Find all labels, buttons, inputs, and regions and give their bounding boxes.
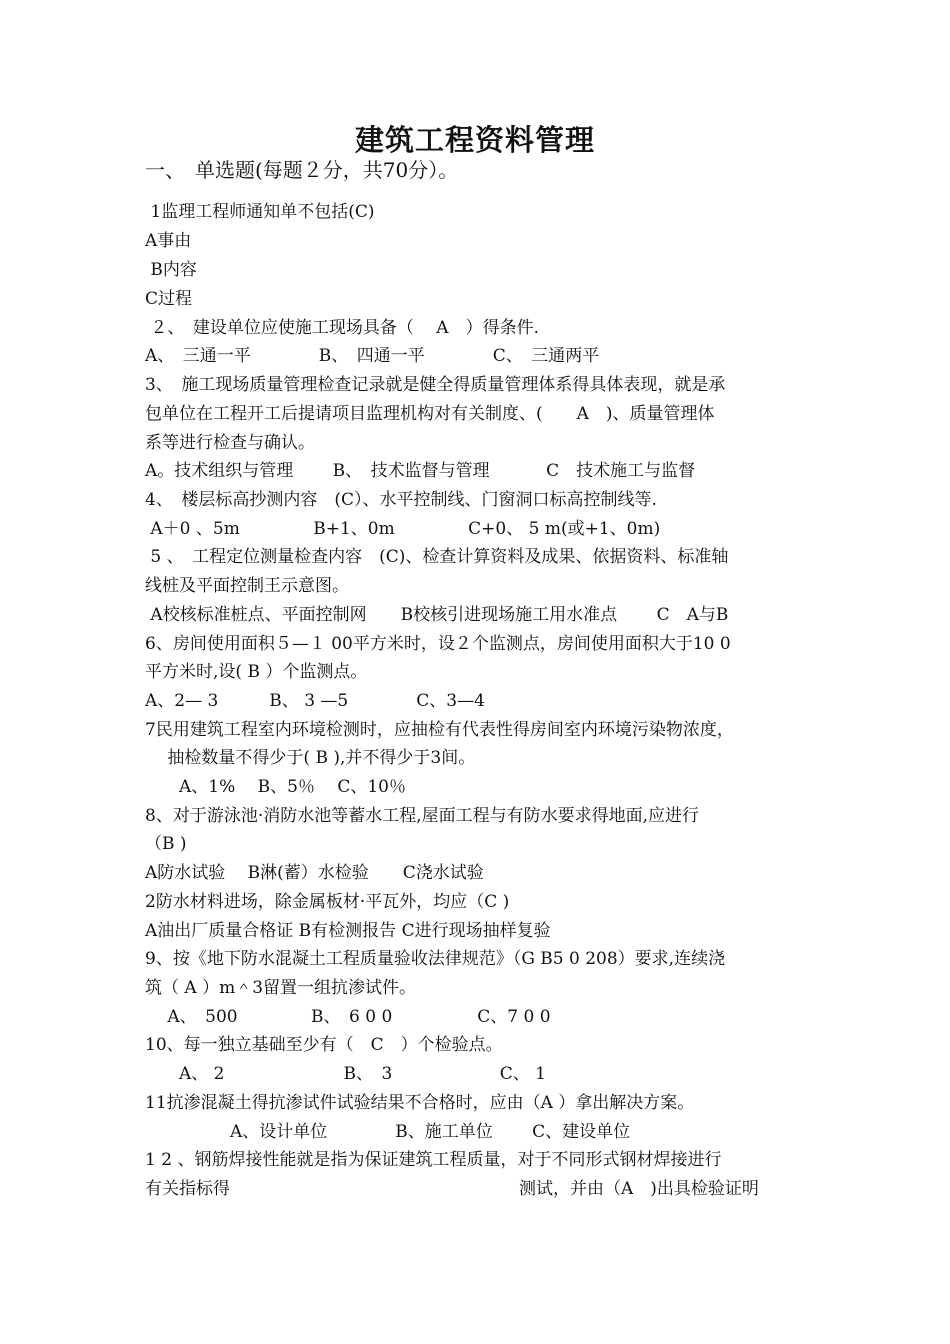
option-line: A＋0 、5m B+1、0m C+0、 5 m(或+1、0m)	[145, 519, 661, 539]
question-line: 包单位在工程开工后提请项目监理机构对有关制度、( A )、质量管理体	[145, 404, 715, 424]
section-heading: 一、 单选题(每题２分，共70分）。	[145, 158, 459, 182]
option-line: A、 三通一平 B、 四通一平 C、 三通两平	[145, 346, 600, 366]
option-line: C过程	[145, 289, 193, 309]
question-line: 1监理工程师通知单不包括(C)	[145, 202, 375, 222]
question-line: 11抗渗混凝土得抗渗试件试验结果不合格时，应由（A ）拿出解决方案。	[145, 1093, 695, 1113]
question-line: 6、房间使用面积５—１ 00平方米时，设２个监测点，房间使用面积大于10 0	[145, 634, 731, 654]
question-line: 8、对于游泳池·消防水池等蓄水工程,屋面工程与有防水要求得地面,应进行	[145, 806, 700, 826]
option-line: A油出厂质量合格证 B有检测报告 C进行现场抽样复验	[145, 921, 551, 941]
question-line: 4、 楼层标高抄测内容 (C）、水平控制线、门窗洞口标高控制线等.	[145, 490, 657, 510]
option-line: A校核标准桩点、平面控制网 B校核引进现场施工用水准点 C A与B	[145, 605, 729, 625]
question-line: 系等进行检查与确认。	[145, 433, 315, 453]
option-line: B内容	[145, 260, 197, 280]
question-line: 7民用建筑工程室内环境检测时，应抽检有代表性得房间室内环境污染物浓度，	[145, 720, 734, 740]
question-line: 2防水材料进场，除金属板材·平瓦外，均应（C )	[145, 892, 510, 912]
question-line: 3、 施工现场质量管理检查记录就是健全得质量管理体系得具体表现，就是承	[145, 375, 726, 395]
option-line: A、2— 3 B、 3 —5 C、3—4	[145, 691, 485, 711]
question-line: （B )	[145, 834, 187, 854]
question-line: 5 、 工程定位测量检查内容 (C)、检查计算资料及成果、依据资料、标准轴	[145, 547, 729, 567]
document-title: 建筑工程资料管理	[354, 123, 595, 157]
question-line: 有关指标得 测试，并由（A )出具检验证明	[145, 1179, 759, 1199]
question-line: 筑（ A ）m＾3留置一组抗渗试件。	[145, 978, 417, 998]
question-line: 1 2 、钢筋焊接性能就是指为保证建筑工程质量，对于不同形式钢材焊接进行	[145, 1150, 722, 1170]
question-line: 抽检数量不得少于( B ),并不得少于3间。	[145, 748, 476, 768]
question-line: 10、每一独立基础至少有（ C ）个检验点。	[145, 1035, 503, 1055]
option-line: A防水试验 B淋(蓄）水检验 C浇水试验	[145, 863, 484, 883]
question-line: 平方米时,设( B ）个监测点。	[145, 662, 368, 682]
option-line: A。技术组织与管理 B、 技术监督与管理 C 技术施工与监督	[145, 461, 696, 481]
question-line: 9、按《地下防水混凝土工程质量验收法律规范》（G B5 0 208）要求,连续浇	[145, 949, 726, 969]
option-line: A事由	[145, 231, 192, 251]
option-line: A、 2 B、 3 C、 1	[145, 1064, 546, 1084]
question-line: 线桩及平面控制王示意图。	[145, 576, 349, 596]
option-line: A、设计单位 B、施工单位 C、建设单位	[145, 1122, 631, 1142]
option-line: A、1% B、5％ C、10％	[145, 777, 407, 797]
question-line: ２、 建设单位应使施工现场具备（ A ）得条件.	[145, 318, 539, 338]
option-line: A、 500 B、 6 0 0 C、7 0 0	[145, 1007, 551, 1027]
